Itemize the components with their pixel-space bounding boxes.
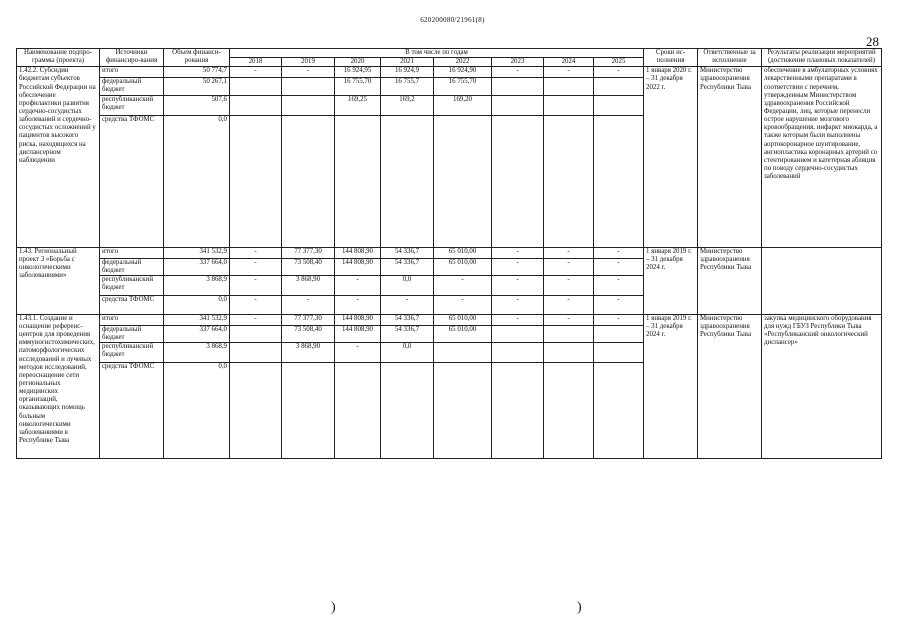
year-value-cell: - xyxy=(335,275,381,295)
year-value-cell: 73 508,40 xyxy=(282,258,335,275)
year-value-cell xyxy=(230,115,282,247)
year-value-cell: 16 755,70 xyxy=(335,78,381,95)
year-value-cell xyxy=(492,95,544,115)
year-value-cell: 54 336,7 xyxy=(381,258,434,275)
col-header-results: Результаты реализации мероприятий (достижение плановых показателей) xyxy=(762,49,882,67)
year-value-cell xyxy=(230,95,282,115)
funding-source-cell: федеральный бюджет xyxy=(100,325,164,342)
year-value-cell xyxy=(544,115,594,247)
col-header-year: 2020 xyxy=(335,58,381,67)
year-value-cell xyxy=(282,95,335,115)
funding-source-cell: средства ТФОМС xyxy=(100,115,164,247)
year-value-cell xyxy=(594,343,644,363)
responsible-cell: Министерство здравоохранения Республики Тыва xyxy=(698,314,762,458)
year-value-cell xyxy=(434,115,492,247)
col-header-years-group: В том числе по годам xyxy=(230,49,644,58)
deadline-cell: 1 января 2019 г. – 31 декабря 2024 г. xyxy=(644,247,698,314)
year-value-cell xyxy=(282,363,335,459)
header-row-top xyxy=(17,49,882,58)
year-value-cell: 144 808,90 xyxy=(335,247,381,258)
year-value-cell xyxy=(544,343,594,363)
year-value-cell: 73 508,40 xyxy=(282,325,335,342)
year-value-cell: - xyxy=(335,343,381,363)
year-value-cell: - xyxy=(230,295,282,314)
funding-volume-cell: 50 774,7 xyxy=(164,67,230,78)
year-value-cell xyxy=(594,95,644,115)
year-value-cell: - xyxy=(544,247,594,258)
funding-source-cell: итого xyxy=(100,314,164,325)
year-value-cell: 65 010,00 xyxy=(434,247,492,258)
table-row xyxy=(17,67,882,78)
year-value-cell xyxy=(230,78,282,95)
year-value-cell xyxy=(381,115,434,247)
col-header-year: 2024 xyxy=(544,58,594,67)
year-value-cell: - xyxy=(492,247,544,258)
page-number: 28 xyxy=(866,34,879,49)
col-header-year: 2022 xyxy=(434,58,492,67)
year-value-cell: 0,0 xyxy=(381,275,434,295)
year-value-cell xyxy=(230,325,282,342)
col-header-year: 2019 xyxy=(282,58,335,67)
funding-source-cell: федеральный бюджет xyxy=(100,258,164,275)
col-header-deadline: Сроки ис-полнения xyxy=(644,49,698,67)
col-header-year: 2023 xyxy=(492,58,544,67)
year-value-cell: - xyxy=(594,258,644,275)
col-header-year: 2021 xyxy=(381,58,434,67)
year-value-cell: - xyxy=(230,247,282,258)
year-value-cell xyxy=(282,78,335,95)
year-value-cell xyxy=(492,78,544,95)
funding-volume-cell: 0,0 xyxy=(164,115,230,247)
program-name-cell: 1.43.1. Создание и оснащение референс-центров для проведения иммуногистохимических, патоморфологических исследований и лучевых методов исследований, переоснащение сети региональных медицинских организаций, оказывающих помощь больным онкологическими заболеваниями в Республике Тыва xyxy=(17,314,100,458)
col-header-name: Наименование подпро-граммы (проекта) xyxy=(17,49,100,67)
year-value-cell xyxy=(492,115,544,247)
year-value-cell xyxy=(335,115,381,247)
year-value-cell: 16 755,70 xyxy=(434,78,492,95)
year-value-cell: - xyxy=(544,314,594,325)
year-value-cell: - xyxy=(544,295,594,314)
year-value-cell xyxy=(594,78,644,95)
year-value-cell: - xyxy=(594,295,644,314)
funding-source-cell: республиканский бюджет xyxy=(100,95,164,115)
year-value-cell: 144 808,90 xyxy=(335,325,381,342)
funding-volume-cell: 507,6 xyxy=(164,95,230,115)
result-cell xyxy=(762,247,882,314)
year-value-cell: 16 755,7 xyxy=(381,78,434,95)
year-value-cell: 16 924,9 xyxy=(381,67,434,78)
deadline-cell: 1 января 2019 г. – 31 декабря 2024 г. xyxy=(644,314,698,458)
table-row xyxy=(17,314,882,325)
year-value-cell: 169,25 xyxy=(335,95,381,115)
year-value-cell: 54 336,7 xyxy=(381,314,434,325)
table-body xyxy=(17,67,882,459)
year-value-cell xyxy=(492,363,544,459)
year-value-cell: - xyxy=(594,275,644,295)
year-value-cell: 3 868,90 xyxy=(282,275,335,295)
col-header-source: Источники финансиро-вания xyxy=(100,49,164,67)
year-value-cell: 16 924,90 xyxy=(434,67,492,78)
funding-source-cell: республиканский бюджет xyxy=(100,275,164,295)
funding-volume-cell: 341 532,9 xyxy=(164,314,230,325)
funding-volume-cell: 337 664,0 xyxy=(164,258,230,275)
year-value-cell xyxy=(492,325,544,342)
year-value-cell xyxy=(544,78,594,95)
year-value-cell: 3 868,90 xyxy=(282,343,335,363)
year-value-cell: - xyxy=(282,295,335,314)
year-value-cell: - xyxy=(492,314,544,325)
year-value-cell: 65 010,00 xyxy=(434,314,492,325)
year-value-cell: 16 924,95 xyxy=(335,67,381,78)
result-cell: закупка медицинского оборудования для нужд ГБУЗ Республики Тыва «Республиканский онкологический диспансер» xyxy=(762,314,882,458)
funding-source-cell: средства ТФОМС xyxy=(100,295,164,314)
year-value-cell: 65 010,00 xyxy=(434,325,492,342)
year-value-cell: 144 808,90 xyxy=(335,314,381,325)
year-value-cell: - xyxy=(335,295,381,314)
col-header-year: 2025 xyxy=(594,58,644,67)
funding-source-cell: федеральный бюджет xyxy=(100,78,164,95)
funding-volume-cell: 341 532,9 xyxy=(164,247,230,258)
col-header-responsible: Ответственные за исполнение xyxy=(698,49,762,67)
funding-volume-cell: 0,0 xyxy=(164,295,230,314)
year-value-cell: 54 336,7 xyxy=(381,247,434,258)
funding-source-cell: итого xyxy=(100,67,164,78)
year-value-cell: - xyxy=(230,67,282,78)
year-value-cell xyxy=(230,363,282,459)
year-value-cell: - xyxy=(594,67,644,78)
funding-source-cell: средства ТФОМС xyxy=(100,363,164,459)
year-value-cell xyxy=(544,95,594,115)
funding-volume-cell: 337 664,0 xyxy=(164,325,230,342)
year-value-cell: - xyxy=(544,275,594,295)
year-value-cell xyxy=(335,363,381,459)
year-value-cell xyxy=(434,343,492,363)
year-value-cell: 169,2 xyxy=(381,95,434,115)
funding-volume-cell: 3 868,9 xyxy=(164,343,230,363)
year-value-cell: - xyxy=(434,275,492,295)
year-value-cell xyxy=(594,325,644,342)
program-name-cell: 1.43. Региональный проект 3 «Борьба с онкологическими заболеваниями» xyxy=(17,247,100,314)
footer-mark: ) xyxy=(331,600,336,615)
program-table xyxy=(16,48,882,459)
year-value-cell: 77 377,30 xyxy=(282,247,335,258)
year-value-cell: 54 336,7 xyxy=(381,325,434,342)
col-header-year: 2018 xyxy=(230,58,282,67)
funding-volume-cell: 50 267,1 xyxy=(164,78,230,95)
year-value-cell xyxy=(230,343,282,363)
result-cell: обеспечение в амбулаторных условиях лекарственными препаратами в соответствии с перечнем, утвержденным Министерством здравоохранения Российской Федерации, лиц, которые перенесли острое нарушение мозгового кровообращения, инфаркт миокарда, а также которым были выполнены аортокоронарное шунтирование, ангиопластика коронарных артерий со стентированием и катетерная абляция по поводу сердечно-сосудистых заболеваний xyxy=(762,67,882,247)
responsible-cell: Министерство здравоохранения Республики Тыва xyxy=(698,67,762,247)
year-value-cell: - xyxy=(230,314,282,325)
year-value-cell: - xyxy=(492,67,544,78)
year-value-cell: - xyxy=(381,295,434,314)
responsible-cell: Министерство здравоохранения Республики Тыва xyxy=(698,247,762,314)
year-value-cell: - xyxy=(492,258,544,275)
year-value-cell xyxy=(544,363,594,459)
year-value-cell xyxy=(282,115,335,247)
year-value-cell xyxy=(434,363,492,459)
document-id: 620200080/21961(8) xyxy=(420,16,485,24)
year-value-cell: - xyxy=(492,275,544,295)
year-value-cell xyxy=(544,325,594,342)
program-name-cell: 1.42.2. Субсидии бюджетам субъектов Российской Федерации на обеспечение профилактики развития сердечно-сосудистых заболеваний и сердечно-сосудистых осложнений у пациентов высокого риска, находящихся на диспансерном наблюдении xyxy=(17,67,100,247)
funding-source-cell: итого xyxy=(100,247,164,258)
deadline-cell: 1 января 2020 г. – 31 декабря 2022 г. xyxy=(644,67,698,247)
footer-mark: ) xyxy=(577,600,582,615)
table-row xyxy=(17,247,882,258)
year-value-cell xyxy=(594,115,644,247)
year-value-cell: - xyxy=(230,275,282,295)
year-value-cell: 144 808,90 xyxy=(335,258,381,275)
year-value-cell: - xyxy=(544,258,594,275)
col-header-volume: Объем финанси-рования xyxy=(164,49,230,67)
year-value-cell: 77 377,30 xyxy=(282,314,335,325)
year-value-cell: 169,20 xyxy=(434,95,492,115)
year-value-cell: - xyxy=(282,67,335,78)
funding-source-cell: республиканский бюджет xyxy=(100,343,164,363)
year-value-cell: - xyxy=(544,67,594,78)
year-value-cell: 65 010,00 xyxy=(434,258,492,275)
year-value-cell xyxy=(381,363,434,459)
year-value-cell: - xyxy=(594,314,644,325)
year-value-cell: - xyxy=(594,247,644,258)
year-value-cell xyxy=(492,343,544,363)
year-value-cell xyxy=(594,363,644,459)
year-value-cell: - xyxy=(492,295,544,314)
year-value-cell: 0,0 xyxy=(381,343,434,363)
year-value-cell: - xyxy=(230,258,282,275)
funding-volume-cell: 0,0 xyxy=(164,363,230,459)
funding-volume-cell: 3 868,9 xyxy=(164,275,230,295)
year-value-cell: - xyxy=(434,295,492,314)
